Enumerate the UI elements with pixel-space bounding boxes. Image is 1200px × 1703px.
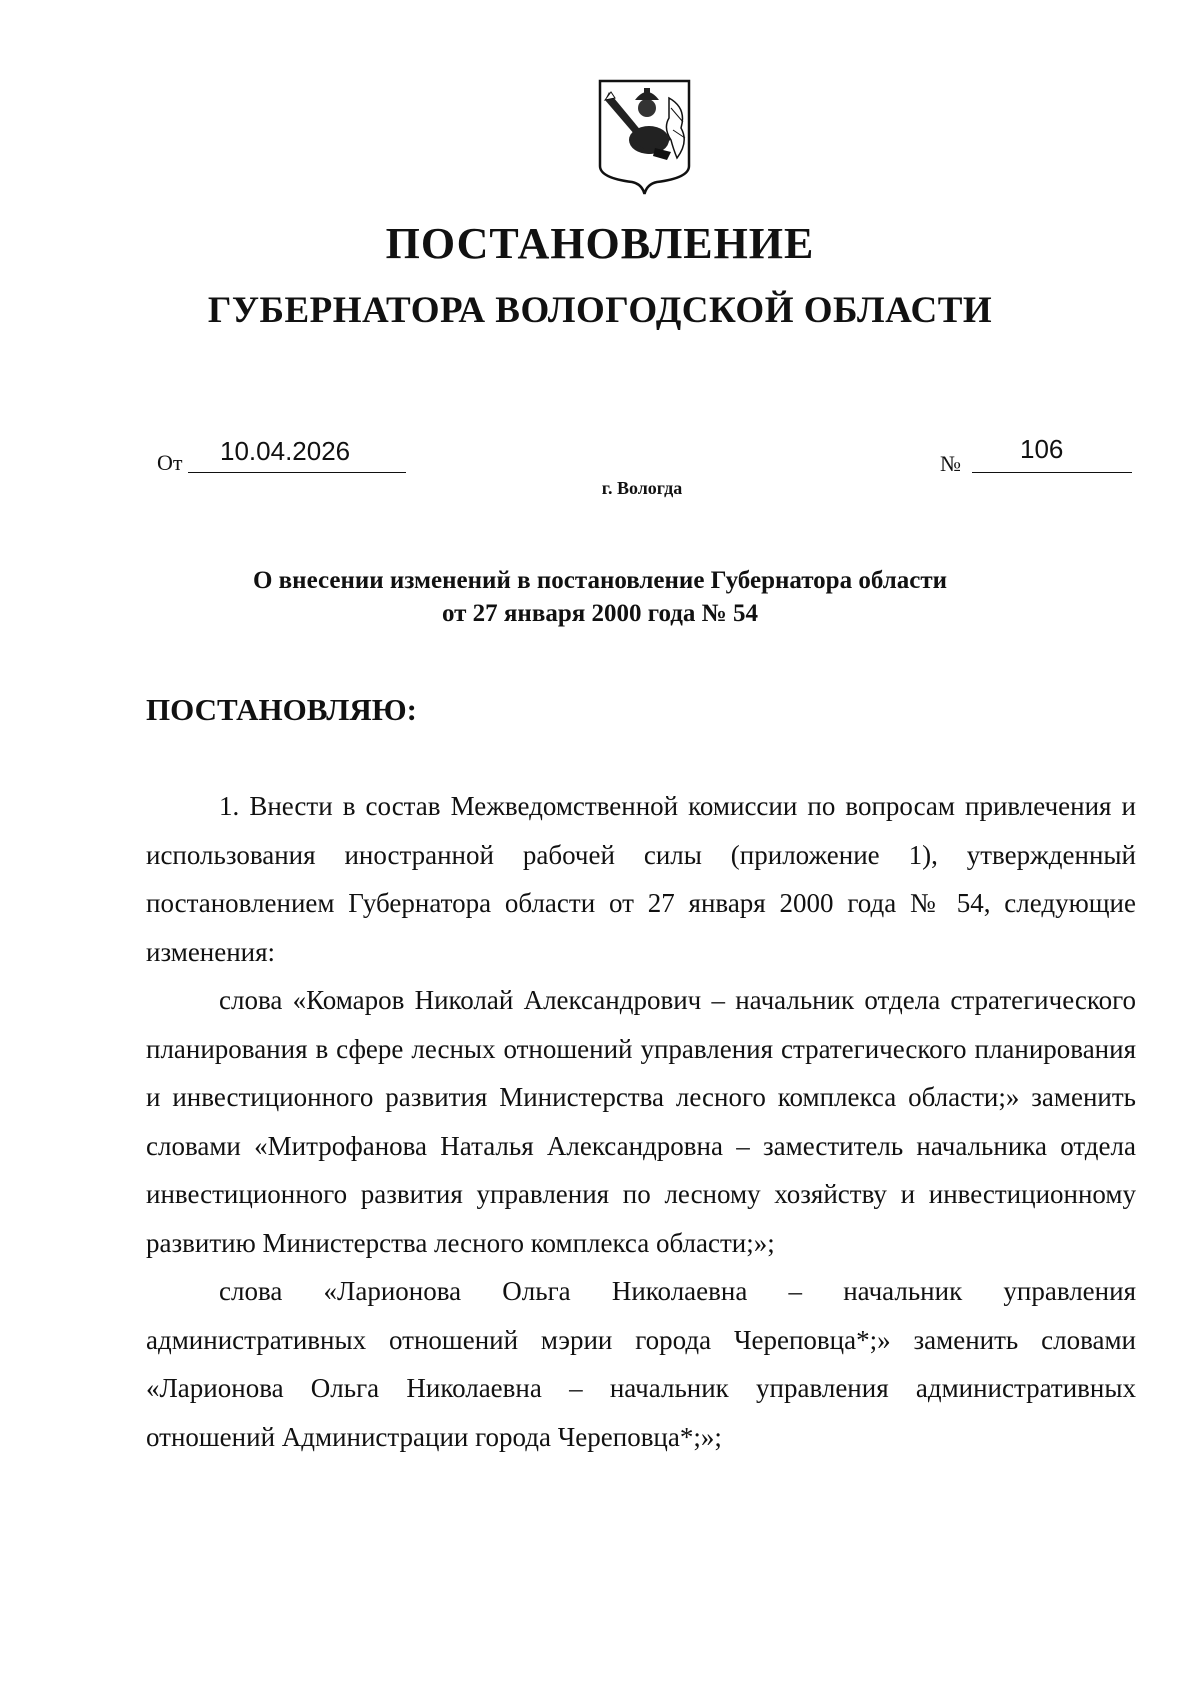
body-paragraph: слова «Ларионова Ольга Николаевна – начальник управления административных отношений мэрии города Череповца*;» заменить словами «Ларионова Ольга Николаевна – начальник управления административных отношений Администрации города Череповца*;»; [146,1276,1136,1452]
body-paragraph: слова «Комаров Николай Александрович – начальник отдела стратегического планирования в сфере лесных отношений управления стратегического планирования и инвестиционного развития Министерства лесного комплекса области;» заменить словами «Митрофанова Наталья Александровна – заместитель начальника отдела инвестиционного развития управления по лесному хозяйству и инвестиционному развитию Министерства лесного комплекса области;»; [146,985,1136,1258]
document-number: 106 [1020,434,1064,464]
body-paragraph: 1. Внести в состав Межведомственной комиссии по вопросам привлечения и использования иностранной рабочей силы (приложение 1), утвержденный постановлением Губернатора области от 27 января 2000 года № 54, следующие изменения: [146,791,1136,967]
subject-line-2: от 27 января 2000 года № 54 [441,600,759,627]
number-label: № [940,451,961,476]
document-body [146,782,1136,1461]
document-title: ПОСТАНОВЛЕНИЕ [385,219,815,268]
document-subject [0,564,1200,630]
document-date: 10.04.2026 [220,436,351,466]
coat-of-arms-icon [597,78,692,196]
document-city: г. Вологда [601,478,683,498]
subject-line-1: О внесении изменений в постановление Губернатора области [252,567,948,594]
date-underline [188,472,406,473]
document-issuer: ГУБЕРНАТОРА ВОЛОГОДСКОЙ ОБЛАСТИ [207,290,993,331]
date-label: От [157,450,183,475]
number-underline [972,472,1132,473]
decree-heading: ПОСТАНОВЛЯЮ: [146,692,417,727]
